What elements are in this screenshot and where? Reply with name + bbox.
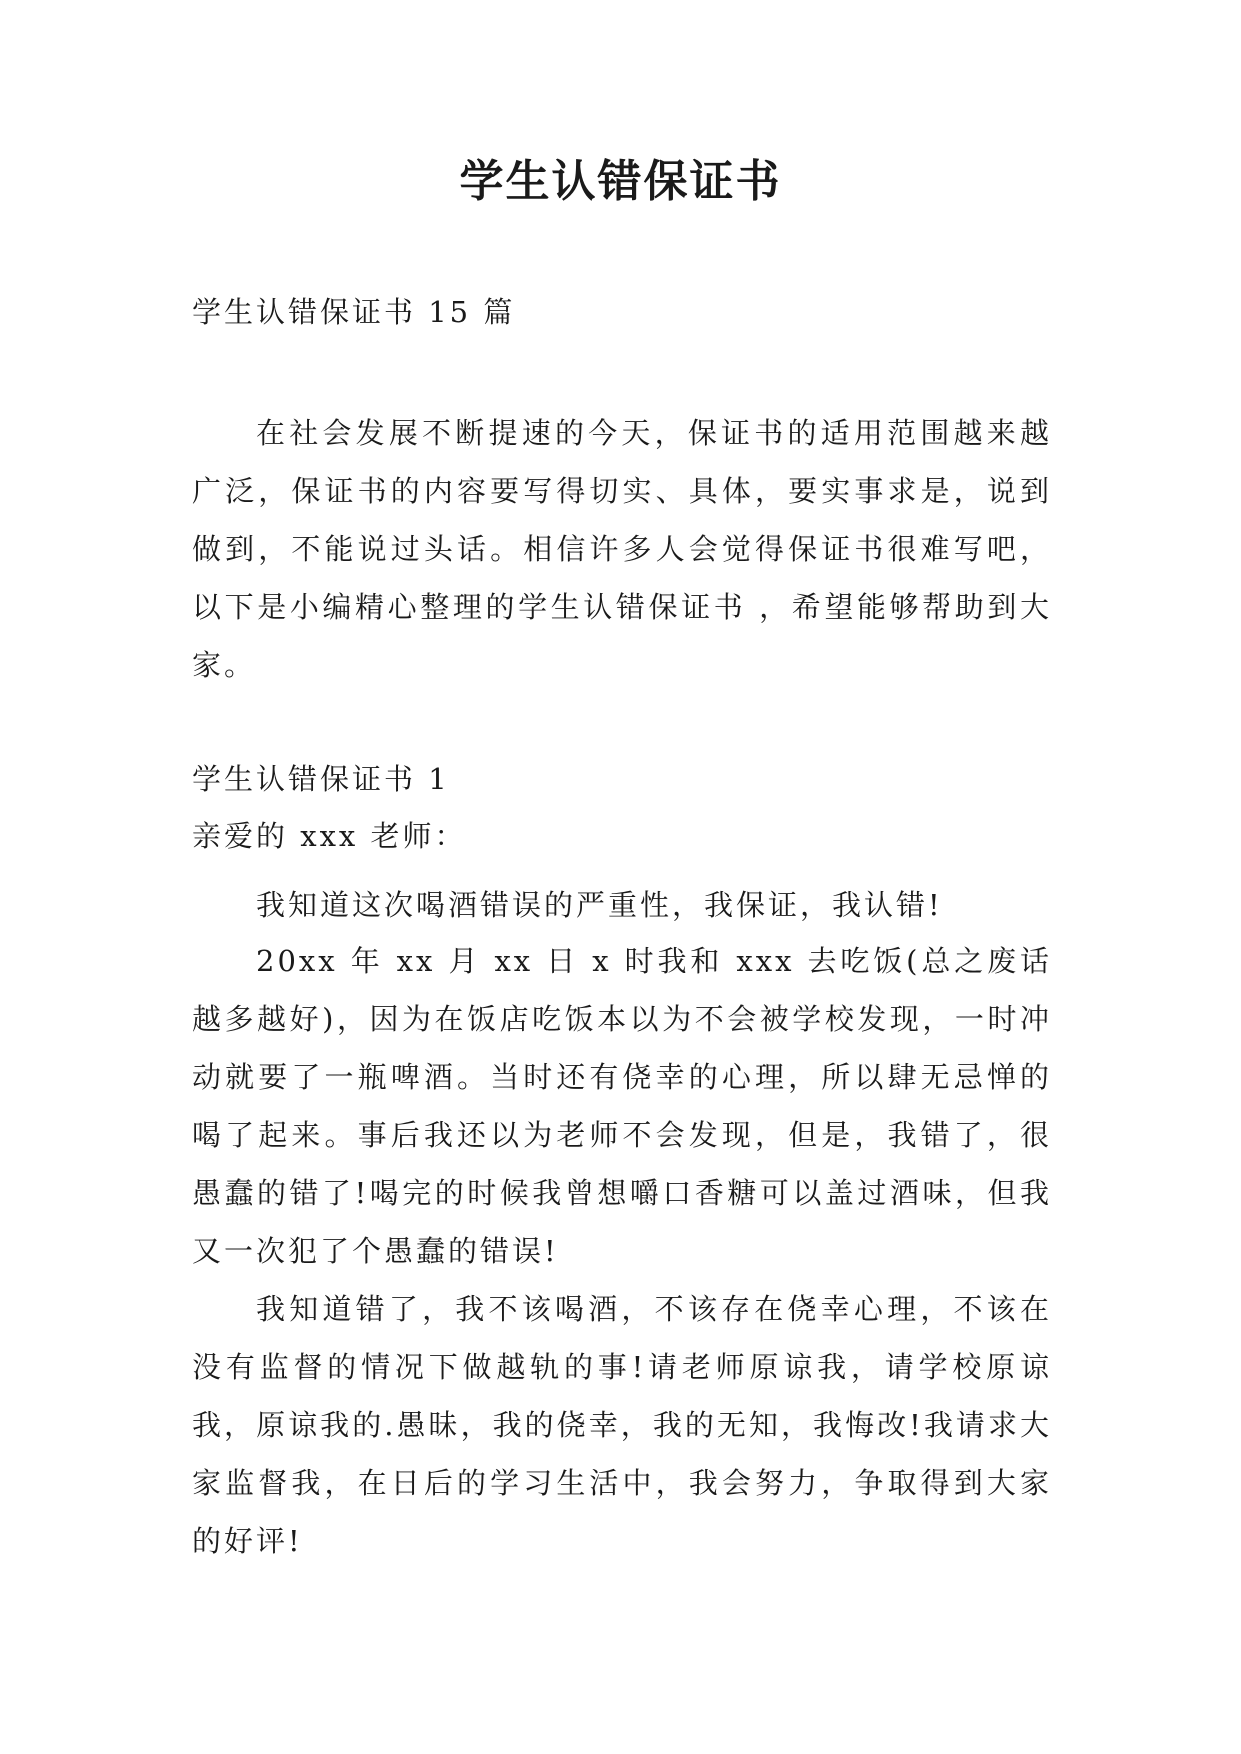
body-paragraph: 我知道错了，我不该喝酒，不该存在侥幸心理，不该在没有监督的情况下做越轨的事!请老师原谅我，请学校原谅我，原谅我的.愚昧，我的侥幸，我的无知，我悔改!我请求大家监督我，在日后的学习生活中，我会努力，争取得到大家的好评!: [192, 1292, 1052, 1558]
salutation: 亲爱的 xxx 老师：: [192, 819, 467, 853]
document-subtitle: 学生认错保证书 15 篇: [192, 295, 516, 329]
document-title: 学生认错保证书: [459, 156, 782, 207]
body-paragraph: 我知道这次喝酒错误的严重性，我保证，我认错!: [256, 888, 943, 922]
section-heading: 学生认错保证书 1: [192, 762, 450, 796]
intro-paragraph: 在社会发展不断提速的今天，保证书的适用范围越来越广泛，保证书的内容要写得切实、具体，要实事求是，说到做到，不能说过头话。相信许多人会觉得保证书很难写吧，以下是小编精心整理的学生认错保证书 ，希望能够帮助到大家。: [192, 416, 1052, 682]
body-paragraph: 20xx 年 xx 月 xx 日 x 时我和 xxx 去吃饭(总之废话越多越好)，因为在饭店吃饭本以为不会被学校发现，一时冲动就要了一瓶啤酒。当时还有侥幸的心理，所以肆无忌惮的喝了起来。事后我还以为老师不会发现，但是，我错了，很愚蠢的错了!喝完的时候我曾想嚼口香糖可以盖过酒味，但我又一次犯了个愚蠢的错误!: [192, 944, 1052, 1268]
